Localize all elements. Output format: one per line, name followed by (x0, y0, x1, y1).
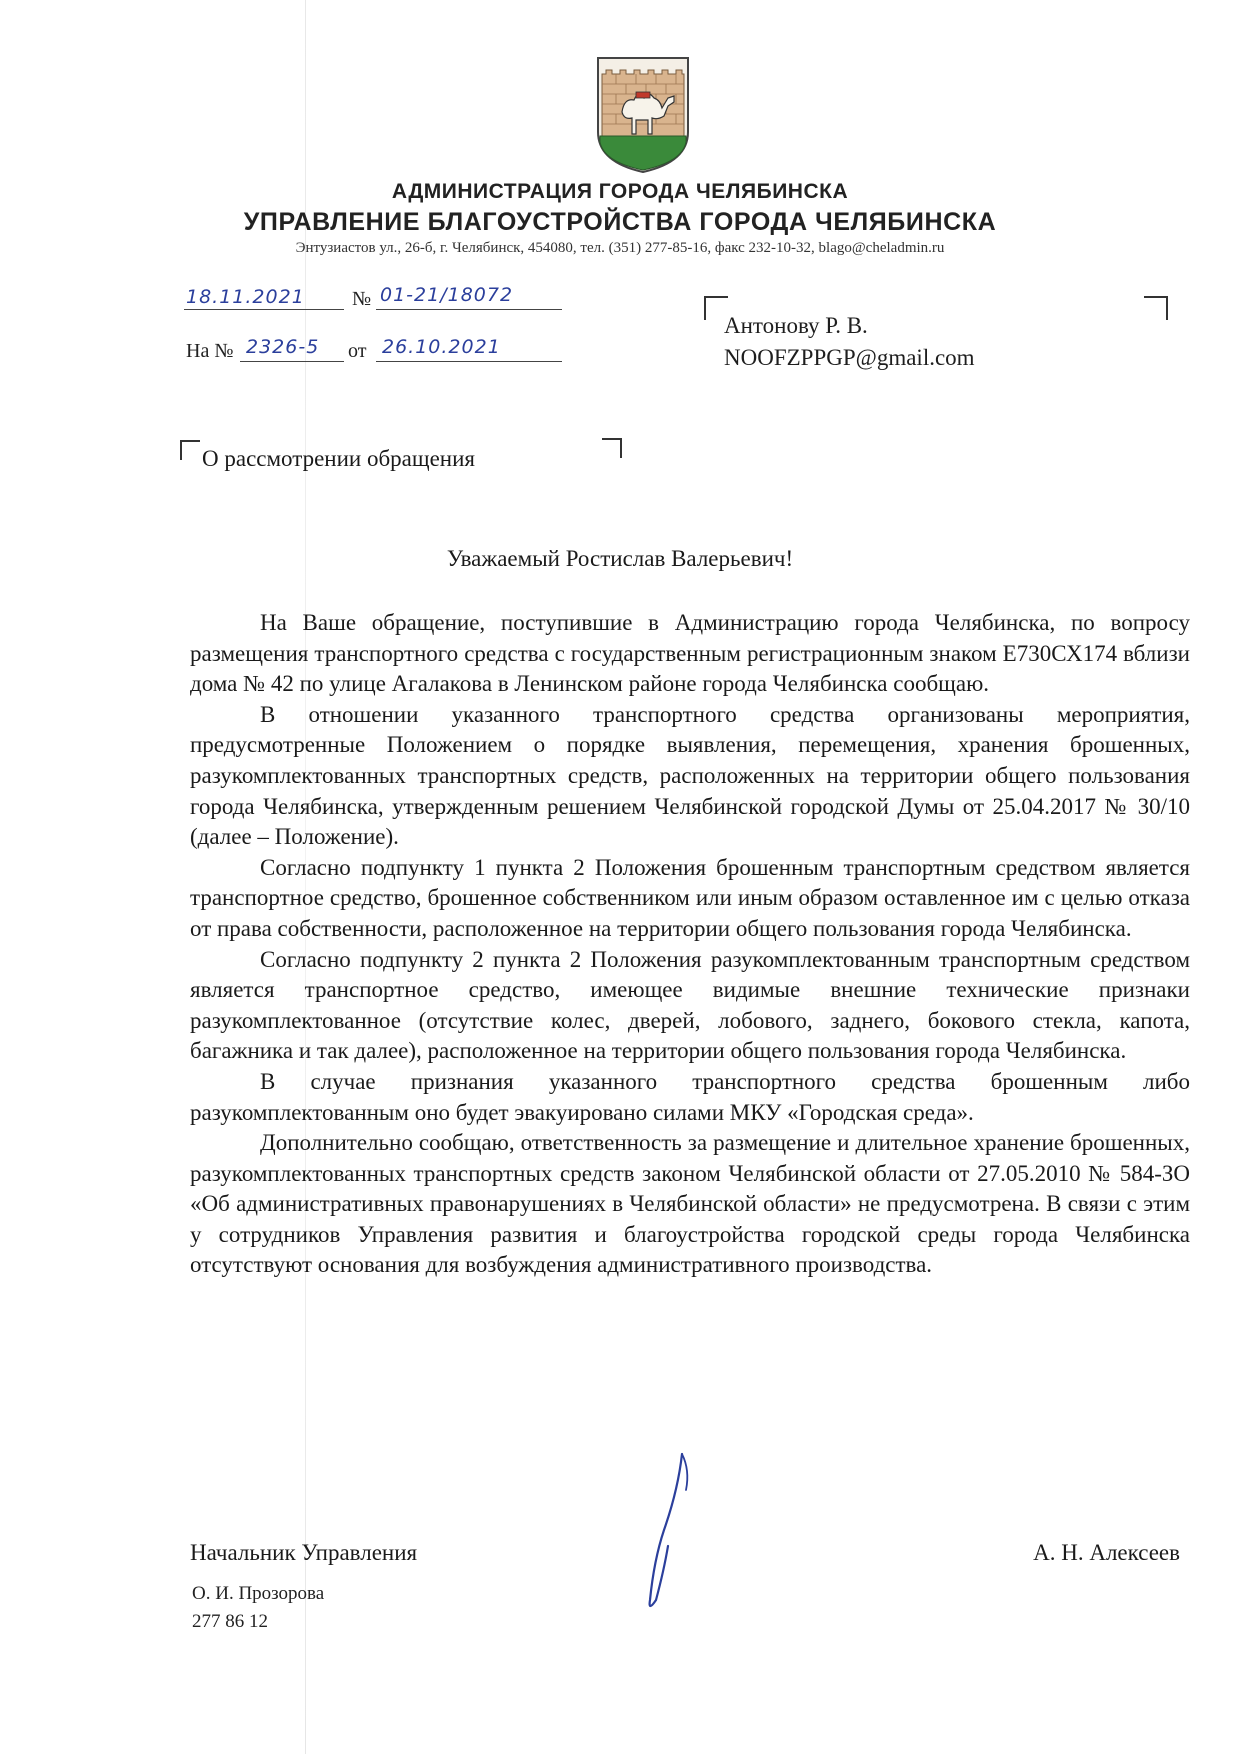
handwritten-signature-icon (620, 1450, 720, 1620)
addressee-email: NOOFZPPGP@gmail.com (724, 345, 975, 370)
in-reply-number: 2326-5 (246, 336, 320, 358)
body-paragraph: Согласно подпункту 1 пункта 2 Положения брошенным транспортным средством является транспортное средство, брошенное собственником или иным образом оставленное им с целью отказа от права собственности, расположенное на территории общего пользования города Челябинска. (190, 854, 1190, 941)
outgoing-number: 01-21/18072 (380, 284, 514, 306)
body-paragraph: В случае признания указанного транспортного средства брошенным либо разукомплектованным оно будет эвакуировано силами МКУ «Городская среда». (190, 1068, 1190, 1125)
number-underline (376, 309, 562, 310)
signer-title: Начальник Управления (190, 1540, 418, 1565)
subject-bracket-left (180, 440, 200, 460)
outgoing-date: 18.11.2021 (186, 286, 305, 308)
body-paragraph: На Ваше обращение, поступившие в Администрацию города Челябинска, по вопросу размещения транспортного средства с государственным регистрационным знаком Е730СХ174 вблизи дома № 42 по улице Агалакова в Ленинском районе города Челябинска сообщаю. (190, 610, 1190, 697)
in-reply-date-underline (376, 361, 562, 362)
subject-bracket-right (602, 438, 622, 458)
executor-block (192, 1580, 324, 1636)
executor-name: О. И. Прозорова (192, 1583, 325, 1604)
chelyabinsk-coat-of-arms-icon (592, 54, 694, 176)
letter-subject: О рассмотрении обращения (202, 446, 475, 471)
date-underline (184, 309, 344, 310)
organization-name: АДМИНИСТРАЦИЯ ГОРОДА ЧЕЛЯБИНСКА (391, 180, 849, 203)
in-reply-label: На № (186, 340, 234, 362)
body-paragraph: В отношении указанного транспортного средства организованы мероприятия, предусмотренные Положением о порядке выявления, перемещения, хранения брошенных, разукомплектованных транспортных средств, расположенных на территории общего пользования города Челябинска, утвержденным решением Челябинской городской Думы от 25.04.2017 № 30/10 (далее – Положение). (190, 701, 1190, 850)
signer-name: А. Н. Алексеев (1033, 1540, 1180, 1565)
department-name: УПРАВЛЕНИЕ БЛАГОУСТРОЙСТВА ГОРОДА ЧЕЛЯБИНСКА (243, 208, 997, 236)
body-paragraph: Дополнительно сообщаю, ответственность за размещение и длительное хранение брошенных, разукомплектованных транспортных средств законом Челябинской области от 27.05.2010 № 584-ЗО «Об административных правонарушениях в Челябинской области» не предусмотрена. В связи с этим у сотрудников Управления развития и благоустройства городской среды города Челябинска отсутствуют основания для возбуждения административного производства. (190, 1130, 1190, 1278)
body-paragraph: Согласно подпункту 2 пункта 2 Положения разукомплектованным транспортным средством является транспортное средство, имеющее видимые внешние технические признаки разукомплектованное (отсутствие колес, дверей, лобового, заднего, бокового стекла, капота, багажника и так далее), расположенное на территории общего пользования города Челябинска. (190, 946, 1190, 1064)
letter-body (190, 608, 1190, 1281)
organization-address: Энтузиастов ул., 26-б, г. Челябинск, 454080, тел. (351) 277-85-16, факс 232-10-32, blago@cheladmin.ru (295, 240, 945, 256)
addressee-block (724, 310, 975, 374)
number-label: № (352, 288, 372, 310)
executor-phone: 277 86 12 (192, 1611, 268, 1632)
salutation: Уважаемый Ростислав Валерьевич! (446, 546, 794, 571)
addressee-bracket-right (1144, 296, 1168, 320)
in-reply-number-underline (240, 361, 344, 362)
in-reply-date: 26.10.2021 (382, 336, 501, 358)
addressee-name: Антонову Р. В. (724, 313, 868, 338)
from-label: от (348, 340, 367, 362)
